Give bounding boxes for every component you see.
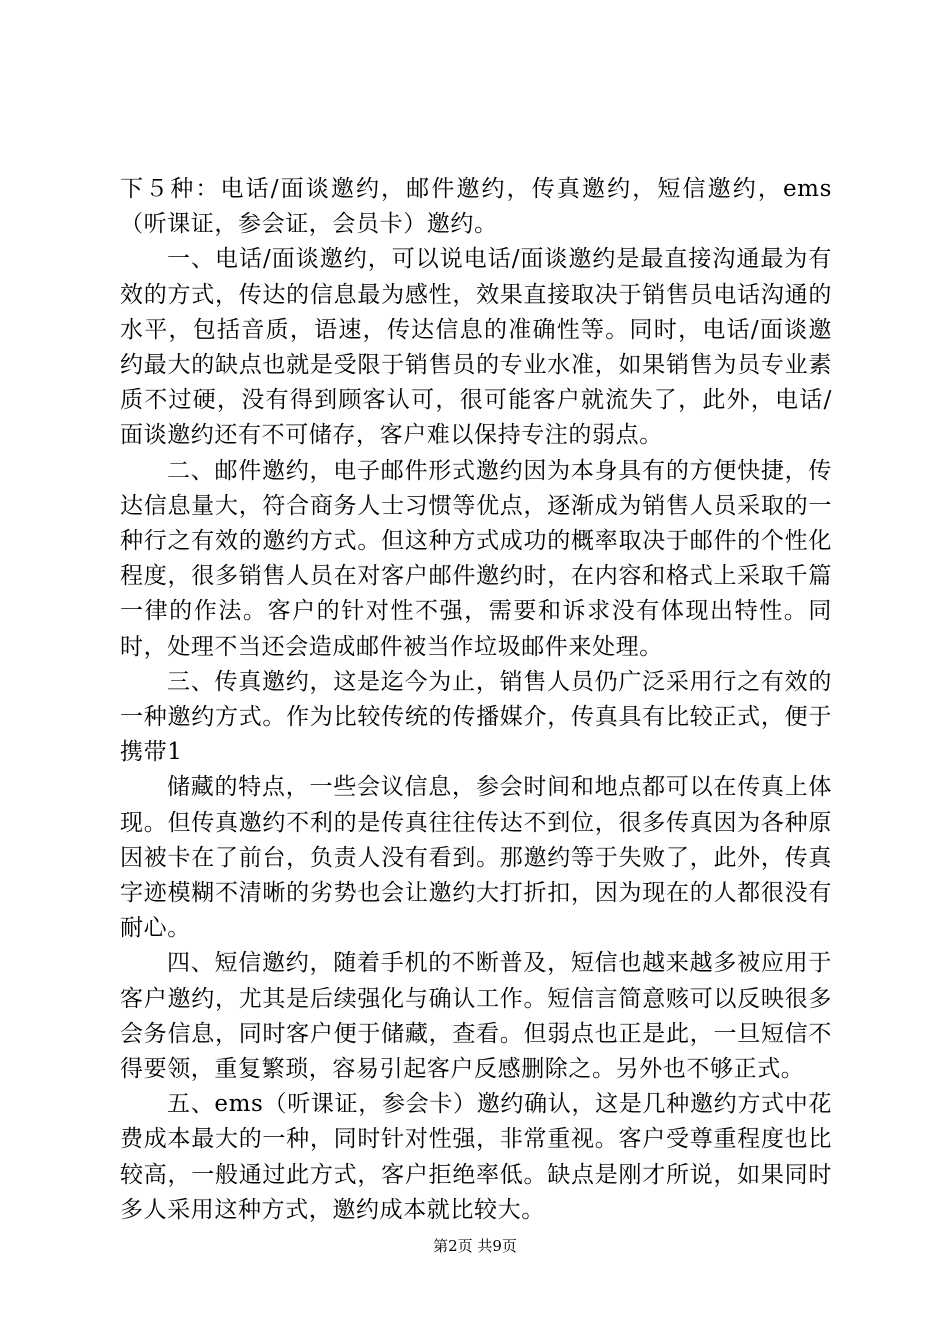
paragraph-email-invitation: 二、邮件邀约，电子邮件形式邀约因为本身具有的方便快捷，传达信息量大，符合商务人士习惯等优点，逐渐成为销售人员采取的一种行之有效的邀约方式。但这种方式成功的概率取决于邮件的个性化程度，很多销售人员在对客户邮件邀约时，在内容和格式上采取千篇一律的作法。客户的针对性不强，需要和诉求没有体现出特性。同时，处理不当还会造成邮件被当作垃圾邮件来处理。 (120, 457, 832, 660)
paragraph-fax-invitation: 三、传真邀约，这是迄今为止，销售人员仍广泛采用行之有效的一种邀约方式。作为比较传统的传播媒介，传真具有比较正式，便于携带1 (120, 668, 832, 766)
page-footer: 第2页 共9页 (433, 1237, 517, 1255)
paragraph-ems-invitation: 五、ems（听课证，参会卡）邀约确认，这是几种邀约方式中花费成本最大的一种，同时针对性强，非常重视。客户受尊重程度也比较高，一般通过此方式，客户拒绝率低。缺点是刚才所说，如果同时多人采用这种方式，邀约成本就比较大。 (120, 1091, 832, 1223)
paragraph-phone-invitation: 一、电话/面谈邀约，可以说电话/面谈邀约是最直接沟通最为有效的方式，传达的信息最为感性，效果直接取决于销售员电话沟通的水平，包括音质，语速，传达信息的准确性等。同时，电话/面谈邀约最大的缺点也就是受限于销售员的专业水准，如果销售为员专业素质不过硬，没有得到顾客认可，很可能客户就流失了，此外，电话/面谈邀约还有不可储存，客户难以保持专注的弱点。 (120, 246, 832, 449)
paragraph-fax-continued: 储藏的特点，一些会议信息，参会时间和地点都可以在传真上体现。但传真邀约不利的是传真往往传达不到位，很多传真因为各种原因被卡在了前台，负责人没有看到。那邀约等于失败了，此外，传真字迹模糊不清晰的劣势也会让邀约大打折扣，因为现在的人都很没有耐心。 (120, 774, 832, 942)
paragraph-sms-invitation: 四、短信邀约，随着手机的不断普及，短信也越来越多被应用于客户邀约，尤其是后续强化与确认工作。短信言简意赅可以反映很多会务信息，同时客户便于储藏，查看。但弱点也正是此，一旦短信不得要领，重复繁琐，容易引起客户反感删除之。另外也不够正式。 (120, 950, 832, 1083)
paragraph-intro: 下５种：电话/面谈邀约，邮件邀约，传真邀约，短信邀约，ems（听课证，参会证，会员卡）邀约。 (120, 176, 832, 238)
body-text (120, 172, 832, 1228)
